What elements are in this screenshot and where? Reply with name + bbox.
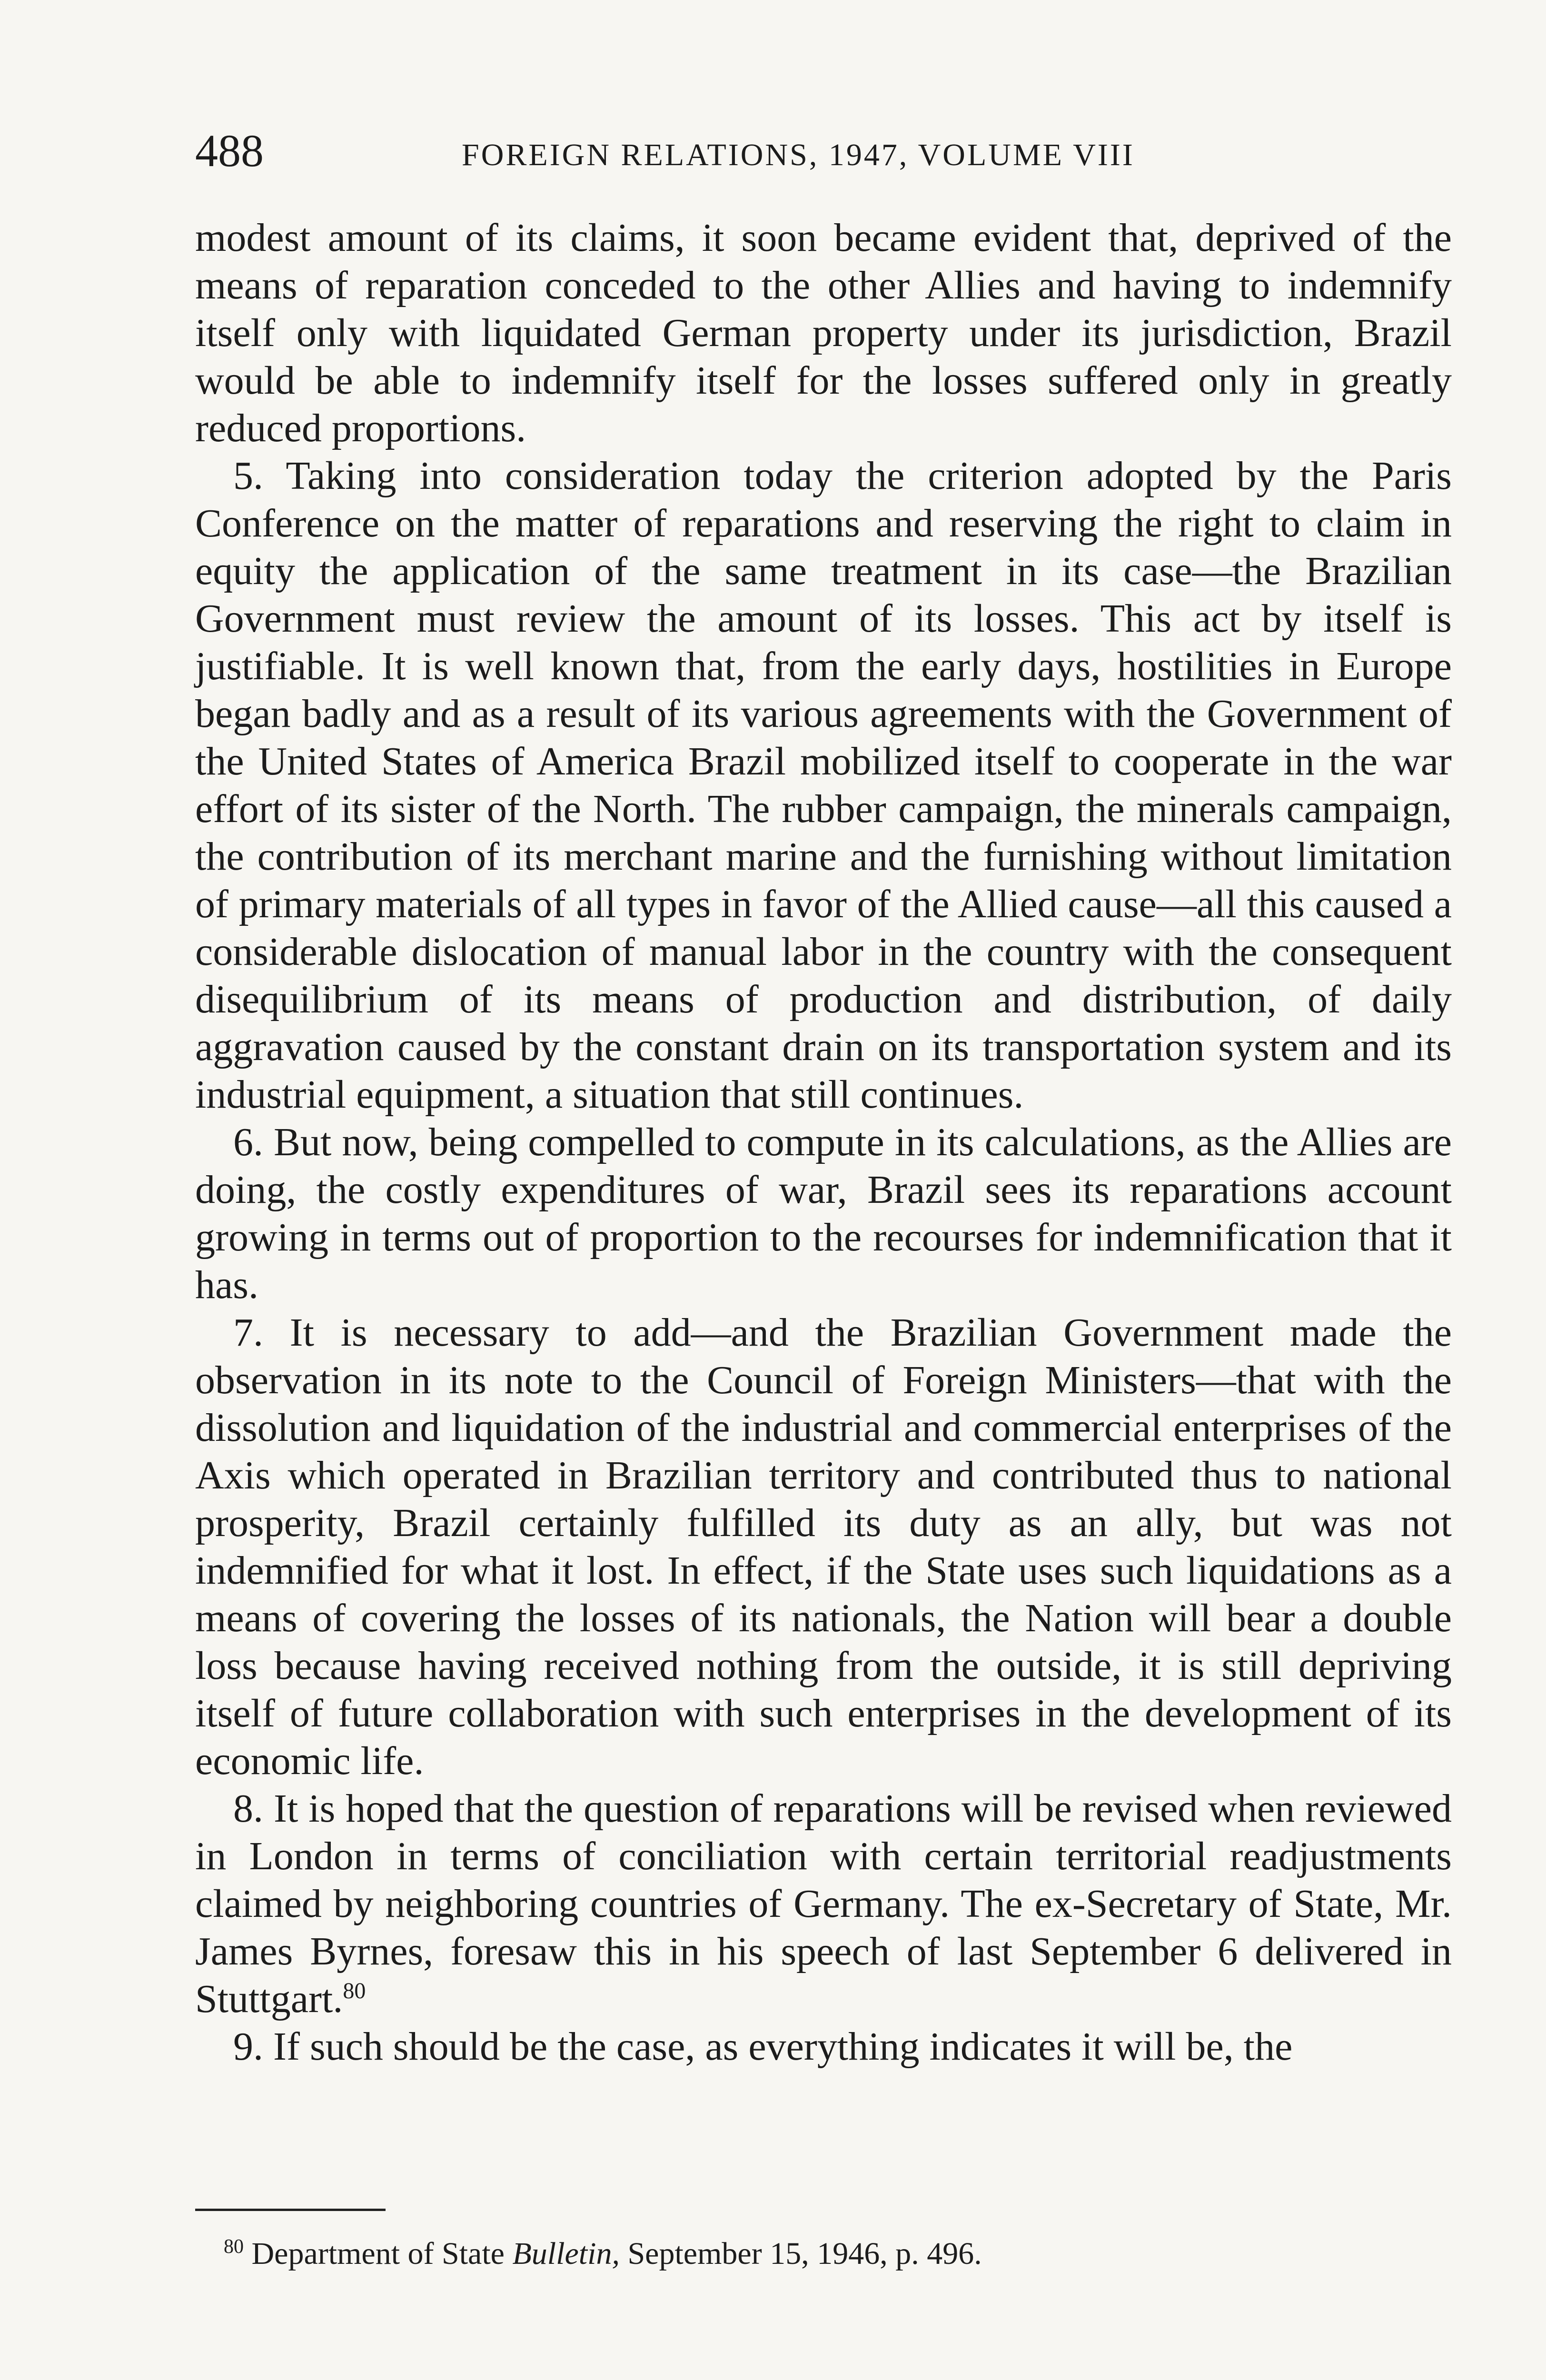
footnote-reference: 80 — [343, 1978, 366, 2003]
running-head: FOREIGN RELATIONS, 1947, VOLUME VIII — [462, 138, 1135, 172]
footnote-divider — [195, 2209, 386, 2211]
paragraph-continuation: modest amount of its claims, it soon became evident that, deprived of the means of reparation conceded to the other Allies and having to indemnify itself only with liquidated German property under its jurisdiction, Brazil would be able to indemnify itself for the losses suffered only in greatly reduced proportions. — [195, 216, 1452, 450]
paragraph-8-text: 8. It is hoped that the question of reparations will be revised when reviewed in London in terms of conciliation with certain territorial readjustments claimed by neighboring countries of Germany. The ex-Secretary of State, Mr. James Byrnes, foresaw this in his speech of last September 6 delivered in Stuttgart. — [195, 1786, 1452, 2021]
footnote-text-after: September 15, 1946, p. 496. — [627, 2236, 982, 2271]
paragraph-9: 9. If such should be the case, as everything indicates it will be, the — [233, 2024, 1293, 2069]
footnote-text-before: Department of State — [251, 2236, 505, 2271]
footnote-number: 80 — [224, 2236, 244, 2258]
body-text — [195, 214, 1452, 2071]
page-number: 488 — [195, 125, 264, 176]
footnote — [224, 2232, 1442, 2275]
footnote-italic-title: Bulletin, — [512, 2236, 620, 2271]
paragraph-7: 7. It is necessary to add—and the Brazilian Government made the observation in its note to the Council of Foreign Ministers—that with the dissolution and liquidation of the industrial and commercial enterprises of the Axis which operated in Brazilian territory and contributed thus to national prosperity, Brazil certainly fulfilled its duty as an ally, but was not indemnified for what it lost. In effect, if the State uses such liquidations as a means of covering the losses of its nationals, the Nation will bear a double loss because having received nothing from the outside, it is still depriving itself of future collaboration with such enterprises in the development of its economic life. — [195, 1310, 1452, 1783]
paragraph-6: 6. But now, being compelled to compute in its calculations, as the Allies are doing, the costly expenditures of war, Brazil sees its reparations account growing in terms out of proportion to the recourses for indemnification that it has. — [195, 1120, 1452, 1307]
page-header — [195, 125, 1452, 177]
paragraph-8 — [195, 1785, 1452, 2023]
paragraph-5: 5. Taking into consideration today the criterion adopted by the Paris Conference on the matter of reparations and reserving the right to claim in equity the application of the same treatment in its case—the Brazilian Government must review the amount of its losses. This act by itself is justifiable. It is well known that, from the early days, hostilities in Europe began badly and as a result of its various agreements with the Government of the United States of America Brazil mobilized itself to cooperate in the war effort of its sister of the North. The rubber campaign, the minerals campaign, the contribution of its merchant marine and the furnishing without limitation of primary materials of all types in favor of the Allied cause—all this caused a considerable dislocation of manual labor in the country with the consequent disequilibrium of its means of production and distribution, of daily aggravation caused by the constant drain on its transportation system and its industrial equipment, a situation that still continues. — [195, 454, 1452, 1117]
